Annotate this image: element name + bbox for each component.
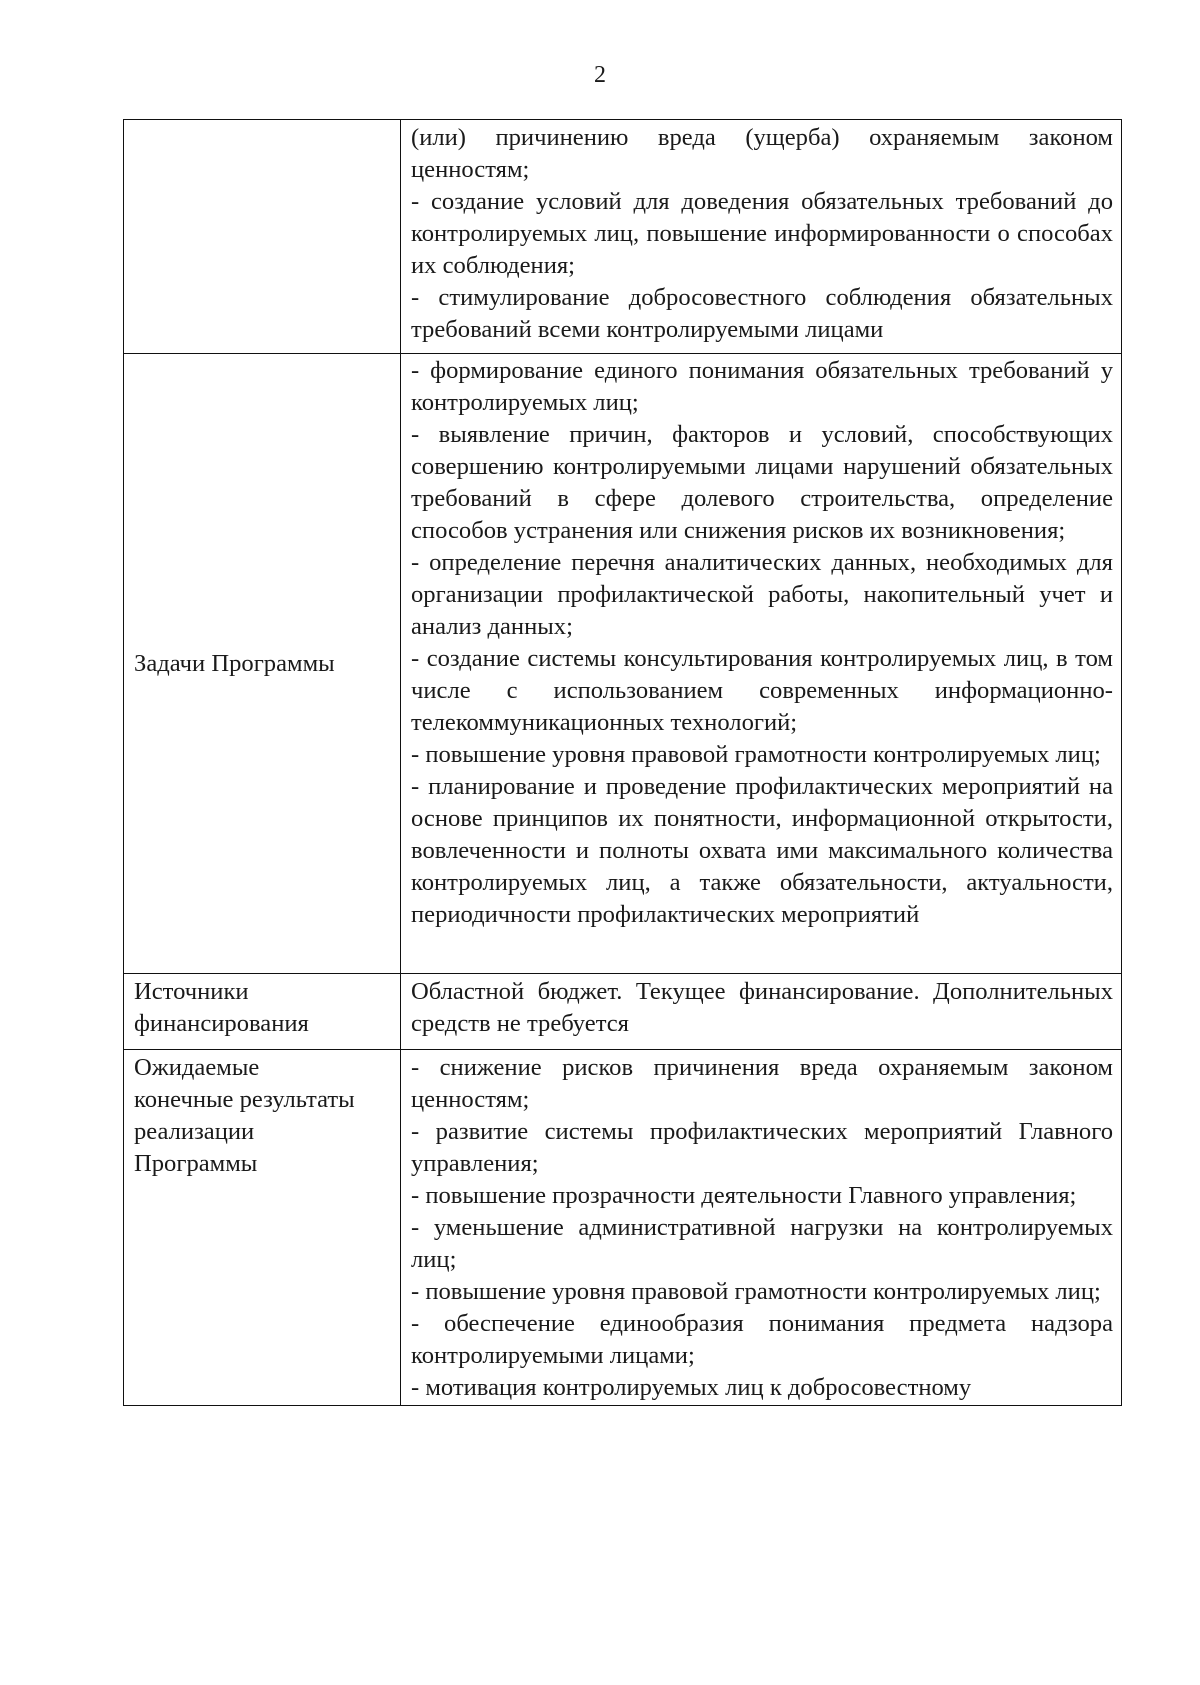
list-item: - обеспечение единообразия понимания предмета надзора контролируемыми лицами; [411, 1310, 1113, 1369]
row-label-text: Программы [134, 1150, 258, 1177]
row-label-text: Источники [134, 978, 249, 1005]
row-label-text: финансирования [134, 1010, 309, 1037]
table-row-results [124, 1050, 1122, 1406]
list-item: - стимулирование добросовестного соблюдения обязательных требований всеми контролируемыми лицами [411, 284, 1113, 343]
table-row-tasks [124, 354, 1122, 974]
list-item: (или) причинению вреда (ущерба) охраняемым законом ценностям; [411, 124, 1113, 183]
row-label-tasks [124, 354, 401, 974]
row-content-results [401, 1050, 1122, 1406]
list-item: Областной бюджет. Текущее финансирование. Дополнительных средств не требуется [411, 978, 1113, 1037]
list-item: - развитие системы профилактических мероприятий Главного управления; [411, 1118, 1113, 1177]
row-label-financing [124, 974, 401, 1050]
list-item: - формирование единого понимания обязательных требований у контролируемых лиц; [411, 357, 1113, 416]
row-label-results [124, 1050, 401, 1406]
list-item: - мотивация контролируемых лиц к добросовестному [411, 1374, 972, 1401]
list-item: - повышение уровня правовой грамотности контролируемых лиц; [411, 741, 1101, 768]
list-item: - повышение уровня правовой грамотности контролируемых лиц; [411, 1278, 1101, 1305]
table-row-goals-continued [124, 120, 1122, 354]
list-item: - создание условий для доведения обязательных требований до контролируемых лиц, повышение информированности о способах их соблюдения; [411, 188, 1113, 279]
program-passport-table [123, 119, 1122, 1406]
list-item: - повышение прозрачности деятельности Главного управления; [411, 1182, 1077, 1209]
list-item: - выявление причин, факторов и условий, способствующих совершению контролируемыми лицами нарушений обязательных требований в сфере долевого строительства, определение способов устранения или снижения рисков их возникновения; [411, 421, 1113, 544]
row-label-text: конечные результаты [134, 1086, 355, 1113]
list-item: - определение перечня аналитических данных, необходимых для организации профилактической работы, накопительный учет и анализ данных; [411, 549, 1113, 640]
row-label-empty [124, 120, 401, 354]
row-content-tasks [401, 354, 1122, 974]
row-content-financing [401, 974, 1122, 1050]
list-item: - планирование и проведение профилактических мероприятий на основе принципов их понятности, информационной открытости, вовлеченности и полноты охвата ими максимального количества контролируемых лиц, а также обязательности, актуальности, периодичности профилактических мероприятий [411, 773, 1113, 928]
table-row-financing [124, 974, 1122, 1050]
row-label-text: Задачи Программы [134, 650, 335, 677]
list-item: - уменьшение административной нагрузки на контролируемых лиц; [411, 1214, 1113, 1273]
row-label-text: реализации [134, 1118, 255, 1145]
page-number: 2 [594, 62, 606, 88]
list-item: - создание системы консультирования контролируемых лиц, в том числе с использованием современных информационно-телекоммуникационных технологий; [411, 645, 1113, 736]
list-item: - снижение рисков причинения вреда охраняемым законом ценностям; [411, 1054, 1113, 1113]
row-label-text: Ожидаемые [134, 1054, 260, 1081]
row-content-goals [401, 120, 1122, 354]
